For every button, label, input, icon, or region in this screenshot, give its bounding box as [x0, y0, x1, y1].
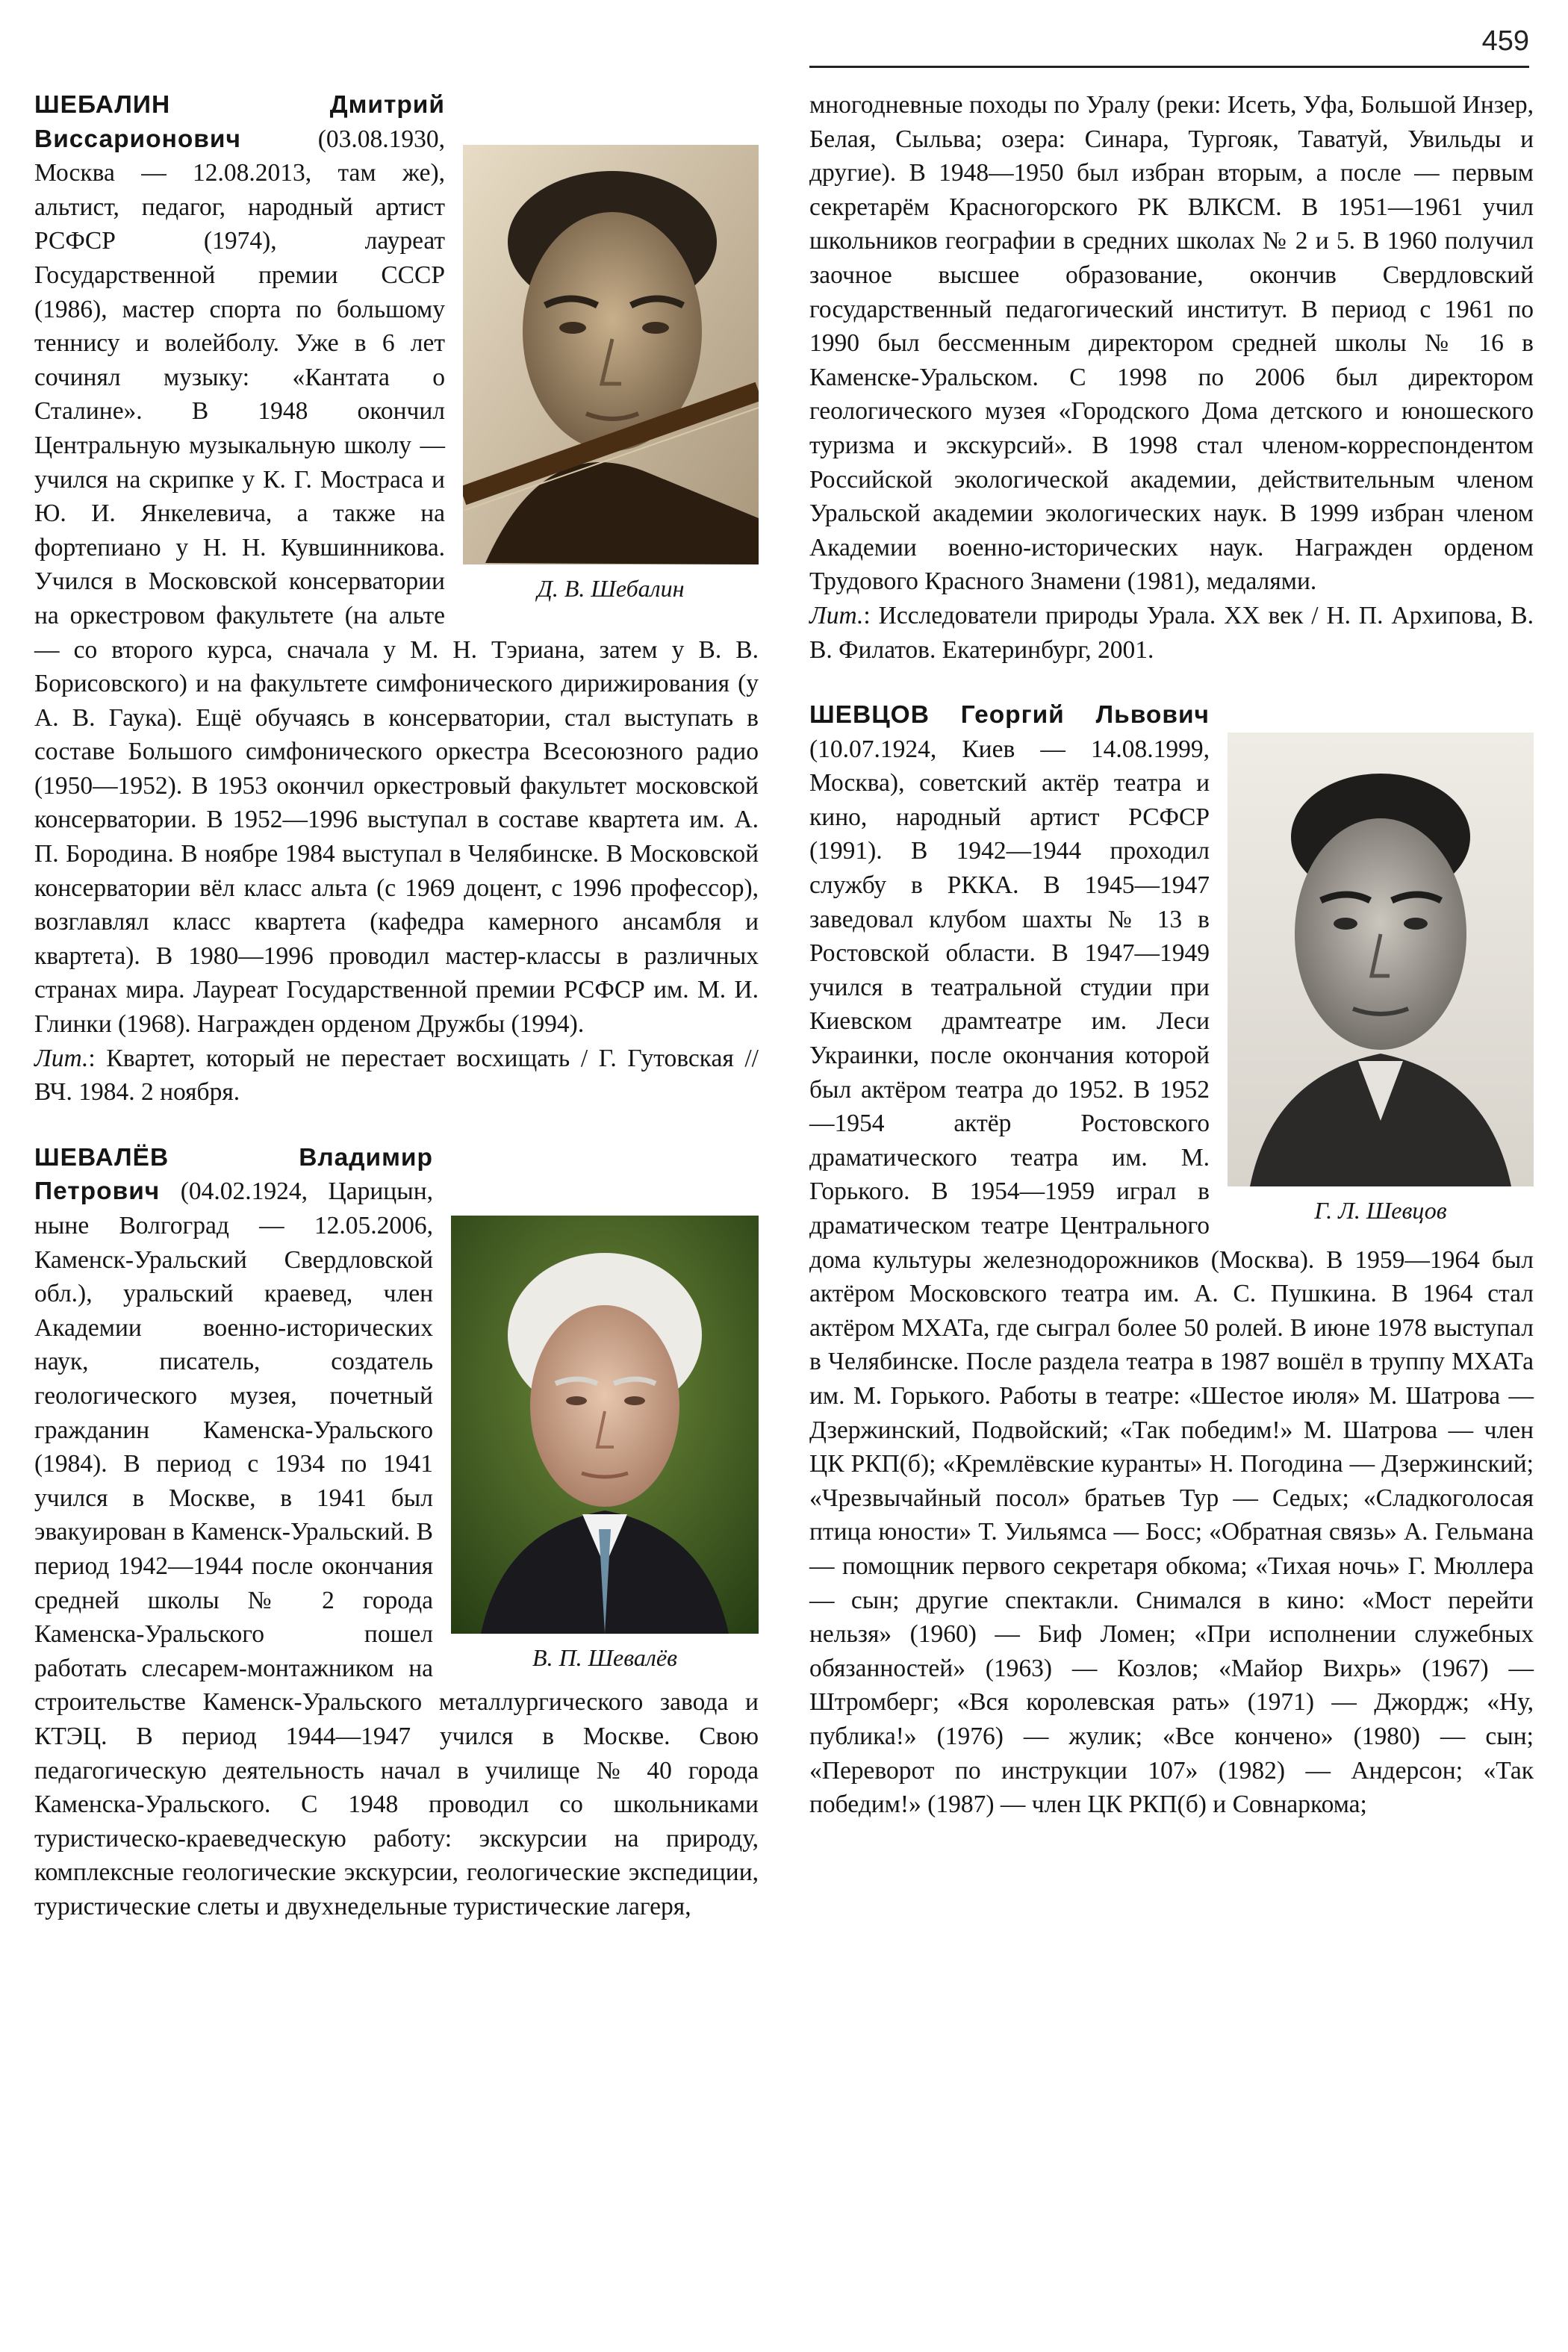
figure-shevalev: [451, 1216, 759, 1674]
lit-label-shevalev: Лит.: [809, 601, 864, 629]
entry-body-shevalev: (04.02.1924, Царицын, ныне Волгоград — 12.05.2006, Каменск-Уральский Свердловской обл.), уральский краевед, член Академии военно-исторических наук, писатель, создатель геологического музея, почетный гражданин Каменска-Уральского (1984). В период с 1934 по 1941 учился в Москве, в 1941 был эвакуирован в Каменск-Уральский. В период 1942—1944 после окончания средней школы № 2 города Каменска-Уральского пошел работать слесарем-монтажником на строительстве Каменск-Уральского металлургического завода и КТЭЦ. В период 1944—1947 учился в Москве. Свою педагогическую деятельность начал в училище № 40 города Каменска-Уральского. С 1948 проводил со школьниками туристическо-краеведческую работу: экскурсии на природу, комплексные геологические экскурсии, геологические экспедиции, туристические слеты и двухнедельные туристические лагеря,: [34, 1177, 759, 1920]
photo-shevtsov: [1228, 732, 1534, 1186]
caption-shebalin: Д. В. Шебалин: [537, 575, 685, 602]
entry-body-shevalev-cont: многодневные походы по Уралу (реки: Исеть, Уфа, Большой Инзер, Белая, Сыльва; озера: Синара, Тургояк, Таватуй, Увильды и другие). В 1948—1950 был избран вторым, а после — первым секретарём Красногорского РК ВЛКСМ. В 1951—1961 учил школьников географии в средних школах № 2 и 5. В 1960 получил заочное высшее образование, окончив Свердловский государственный педагогический институт. В период с 1961 по 1990 был бессменным директором средней школы № 16 в Каменске-Уральском. С 1998 по 2006 был директором геологического музея «Городского Дома детского и юношеского туризма и экскурсий». В 1998 стал членом-корреспондентом Российской экологической академии, действительным членом Уральской академии экологических наук. В 1999 избран членом Академии военно-исторических наук. Награжден орденом Трудового Красного Знамени (1981), медалями.: [809, 91, 1534, 596]
lit-text-shebalin: : Квартет, который не перестает восхищать / Г. Гутовская // ВЧ. 1984. 2 ноября.: [34, 1044, 759, 1107]
entry-shevalev: [34, 1141, 759, 1924]
lit-shevalev: [809, 599, 1534, 667]
entry-title-shevalev: ШЕВАЛЁВ Владимир Петрович: [34, 1143, 433, 1206]
caption-shevalev: В. П. Шевалёв: [532, 1643, 677, 1671]
photo-shebalin: [463, 145, 759, 564]
entry-title-shevtsov: ШЕВЦОВ Георгий Львович: [809, 701, 1210, 729]
entry-shevalev-continued: [809, 88, 1534, 667]
caption-shevtsov: Г. Л. Шевцов: [1314, 1197, 1447, 1225]
lit-shebalin: [34, 1042, 759, 1110]
lit-label-shebalin: Лит.: [34, 1044, 89, 1072]
figure-shebalin: [463, 145, 759, 605]
page-number: 459: [1481, 25, 1529, 57]
entry-title-shebalin: ШЕБАЛИН Дмитрий Виссарионович: [34, 91, 445, 153]
left-column: [34, 88, 759, 1955]
entry-body-shevtsov: (10.07.1924, Киев — 14.08.1999, Москва), советский актёр театра и кино, народный артист РСФСР (1991). В 1942—1944 проходил службу в РККА. В 1945—1947 заведовал клубом шахты № 13 в Ростовской области. В 1947—1949 учился в театральной студии при Киевском драмтеатре им. Леси Украинки, после окончания которой был актёром театра до 1952. В 1952—1954 актёр Ростовского драматического театра им. М. Горького. В 1954—1959 играл в драматическом театре Центрального дома культуры железнодорожников (Москва). В 1959—1964 был актёром Московского театра им. А. С. Пушкина. В 1964 стал актёром МХАТа, где сыграл более 50 ролей. В июне 1978 выступал в Челябинске. После раздела театра в 1987 вошёл в труппу МХАТа им. М. Горького. Работы в театре: «Шестое июля» М. Шатрова — Дзержинский, Подвойский; «Так победим!» М. Шатрова — член ЦК РКП(б); «Кремлёвские куранты» Н. Погодина — Дзержинский; «Чрезвычайный посол» братьев Тур — Седых; «Сладкоголосая птица юности» Т. Уильямса — Босс; «Обратная связь» А. Гельмана — помощник первого секретаря обкома; «Тихая ночь» Г. Мюллера — сын; другие спектакли. Снимался в кино: «Мост перейти нельзя» (1960) — Биф Ломен; «При исполнении служебных обязанностей» (1963) — Козлов; «Майор Вихрь» (1967) — Штромберг; «Вся королевская рать» (1971) — Джордж; «Ну, публика!» (1976) — жулик; «Все кончено» (1980) — сын; «Переворот по инструкции 107» (1982) — Андерсон; «Так победим!» (1987) — член ЦК РКП(б) и Совнаркома;: [809, 735, 1534, 1819]
right-column: [809, 88, 1534, 1853]
photo-shevalev: [451, 1216, 759, 1634]
entry-shevtsov: [809, 698, 1534, 1822]
figure-shevtsov: [1228, 732, 1534, 1227]
entry-body-shebalin: (03.08.1930, Москва — 12.08.2013, там же), альтист, педагог, народный артист РСФСР (1974), лауреат Государственной премии СССР (1986), мастер спорта по большому теннису и волейболу. Уже в 6 лет сочинял музыку: «Кантата о Сталине». В 1948 окончил Центральную музыкальную школу — учился на скрипке у К. Г. Мостраса и Ю. И. Янкелевича, а также на фортепиано у Н. Н. Кувшинникова. Учился в Московской консерватории на оркестровом факультете (на альте — со второго курса, сначала у М. Н. Тэриана, затем у В. В. Борисовского) и на факультете симфонического дирижирования (у А. В. Гаука). Ещё обучаясь в консерватории, стал выступать в составе Большого симфонического оркестра Всесоюзного радио (1950—1952). В 1953 окончил оркестровый факультет московской консерватории. В 1952—1996 выступал в составе квартета им. А. П. Бородина. В ноябре 1984 выступал в Челябинске. В Московской консерватории вёл класс альта (с 1969 доцент, с 1996 профессор), возглавлял класс квартета (кафедра камерного ансамбля и квартета). В 1980—1996 проводил мастер-классы в различных странах мира. Лауреат Государственной премии РСФСР им. М. И. Глинки (1968). Награжден орденом Дружбы (1994).: [34, 125, 759, 1039]
article-text-shevalev-cont: [809, 88, 1534, 599]
lit-text-shevalev: : Исследователи природы Урала. XX век / Н. П. Архипова, В. В. Филатов. Екатеринбург, 2001.: [809, 601, 1534, 664]
entry-shebalin: [34, 88, 759, 1110]
header-rule: [809, 66, 1529, 68]
